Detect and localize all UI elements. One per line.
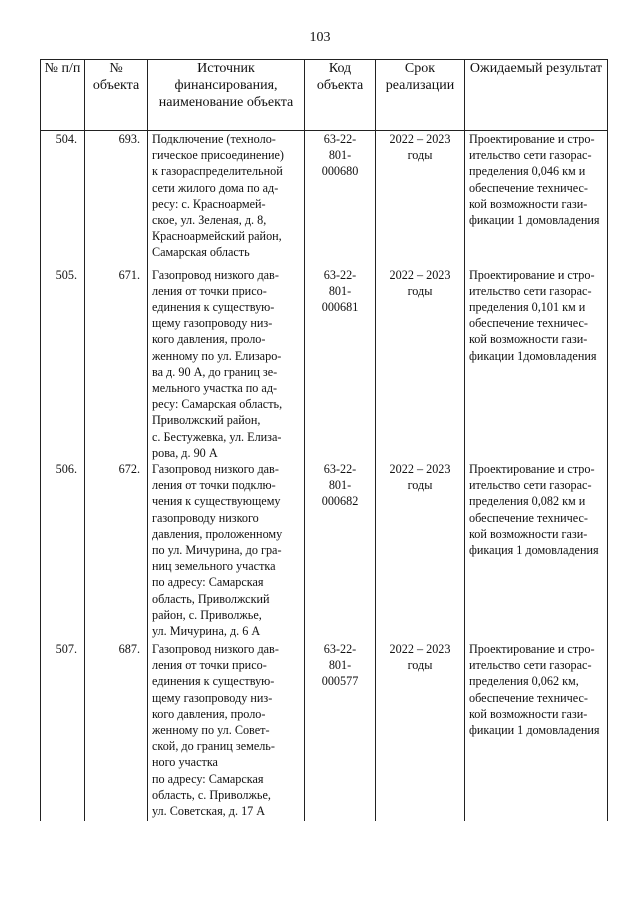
object-number: 693. xyxy=(85,131,148,267)
code-line: 63-22- xyxy=(323,641,357,656)
source-line: сети жилого дома по ад- xyxy=(152,180,279,195)
code-cell xyxy=(305,131,376,267)
source-line: с. Бестужевка, ул. Елиза- xyxy=(152,429,282,444)
source-line: по ул. Мичурина, до гра- xyxy=(152,542,282,557)
result-cell xyxy=(465,131,608,267)
source-line: мельного участка по ад- xyxy=(152,380,278,395)
source-line: единения к существую- xyxy=(152,674,275,689)
result-line: Проектирование и стро- xyxy=(469,641,595,656)
header-result: Ожидаемый результат xyxy=(465,60,608,131)
source-line: район, с. Приволжье, xyxy=(152,607,262,622)
code-line: 63-22- xyxy=(323,267,357,282)
source-line: рова, д. 90 А xyxy=(152,445,218,460)
code-line: 801- xyxy=(328,658,352,673)
row-number: 505. xyxy=(41,267,85,461)
result-line: обеспечение техничес- xyxy=(469,316,588,331)
source-line: щему газопроводу низ- xyxy=(152,690,273,705)
source-line: ресу: Самарская область, xyxy=(152,397,283,412)
table-body xyxy=(41,131,608,821)
result-line: обеспечение техничес- xyxy=(469,690,588,705)
row-number: 507. xyxy=(41,641,85,821)
source-line: Самарская область xyxy=(152,245,250,260)
row-number: 506. xyxy=(41,461,85,641)
term-cell xyxy=(376,461,465,641)
code-line: 801- xyxy=(328,148,352,163)
source-line: Подключение (техноло- xyxy=(152,132,276,146)
result-line: кой возможности гази- xyxy=(469,706,588,721)
result-line: Проектирование и стро- xyxy=(469,267,595,282)
result-line: кой возможности гази- xyxy=(469,332,588,347)
result-line: пределения 0,101 км и xyxy=(469,299,586,314)
object-number: 687. xyxy=(85,641,148,821)
term-line: 2022 – 2023 xyxy=(389,267,451,282)
code-line: 000577 xyxy=(321,674,359,689)
term-line: 2022 – 2023 xyxy=(389,641,451,656)
source-line: область, Приволжский xyxy=(152,591,270,606)
code-cell xyxy=(305,267,376,461)
source-cell xyxy=(148,267,305,461)
code-line: 63-22- xyxy=(323,132,357,146)
term-line: годы xyxy=(407,283,433,298)
term-line: 2022 – 2023 xyxy=(389,132,451,146)
source-line: ул. Мичурина, д. 6 А xyxy=(152,623,261,638)
term-line: годы xyxy=(407,478,433,493)
source-line: газопроводу низкого xyxy=(152,510,259,525)
source-line: ское, ул. Зеленая, д. 8, xyxy=(152,213,267,228)
page-number: 103 xyxy=(309,30,331,45)
source-cell xyxy=(148,131,305,267)
result-line: обеспечение техничес- xyxy=(469,180,588,195)
result-line: ительство сети газорас- xyxy=(469,148,592,163)
table-row xyxy=(41,641,608,821)
term-line: 2022 – 2023 xyxy=(389,461,451,476)
term-cell xyxy=(376,267,465,461)
source-line: Газопровод низкого дав- xyxy=(152,267,279,282)
result-cell xyxy=(465,267,608,461)
code-cell xyxy=(305,641,376,821)
source-line: по адресу: Самарская xyxy=(152,771,264,786)
code-line: 801- xyxy=(328,283,352,298)
result-line: ительство сети газорас- xyxy=(469,658,592,673)
source-line: ниц земельного участка xyxy=(152,559,276,574)
source-line: к газораспределительной xyxy=(152,164,283,179)
source-line: кого давления, проло- xyxy=(152,332,266,347)
code-line: 63-22- xyxy=(323,461,357,476)
term-line: годы xyxy=(407,658,433,673)
code-line: 000681 xyxy=(321,299,359,314)
source-line: щему газопроводу низ- xyxy=(152,316,273,331)
source-line: ления от точки присо- xyxy=(152,283,267,298)
code-line: 000680 xyxy=(321,164,359,179)
source-line: Газопровод низкого дав- xyxy=(152,461,279,476)
source-line: чения к существующему xyxy=(152,494,281,509)
source-line: ул. Советская, д. 17 А xyxy=(152,803,266,818)
header-source: Источник финансирования, наименование объекта xyxy=(148,60,305,131)
source-line: область, с. Приволжье, xyxy=(152,787,271,802)
result-cell xyxy=(465,641,608,821)
source-line: ва д. 90 А, до границ зе- xyxy=(152,364,278,379)
term-line: годы xyxy=(407,148,433,163)
term-cell xyxy=(376,131,465,267)
result-line: кой возможности гази- xyxy=(469,196,588,211)
result-line: ительство сети газорас- xyxy=(469,283,592,298)
result-line: фикация 1 домовладения xyxy=(469,542,599,557)
result-line: фикации 1 домовладения xyxy=(469,213,600,228)
source-line: ления от точки подклю- xyxy=(152,478,276,493)
source-line: ресу: с. Красноармей- xyxy=(152,196,266,211)
source-line: давления, проложенному xyxy=(152,526,283,541)
source-line: женному по ул. Совет- xyxy=(152,722,270,737)
table-row xyxy=(41,267,608,461)
source-line: ской, до границ земель- xyxy=(152,739,275,754)
objects-table xyxy=(40,59,608,821)
header-code: Код объекта xyxy=(305,60,376,131)
result-line: пределения 0,062 км, xyxy=(469,674,579,689)
source-line: единения к существую- xyxy=(152,299,275,314)
source-line: по адресу: Самарская xyxy=(152,575,264,590)
header-object-number: № объекта xyxy=(85,60,148,131)
table-row xyxy=(41,461,608,641)
term-cell xyxy=(376,641,465,821)
result-line: фикации 1домовладения xyxy=(469,348,597,363)
object-number: 671. xyxy=(85,267,148,461)
source-line: женному по ул. Елизаро- xyxy=(152,348,282,363)
result-line: ительство сети газорас- xyxy=(469,478,592,493)
result-line: Проектирование и стро- xyxy=(469,461,595,476)
header-num: № п/п xyxy=(41,60,85,131)
source-line: Газопровод низкого дав- xyxy=(152,641,279,656)
result-cell xyxy=(465,461,608,641)
code-line: 000682 xyxy=(321,494,359,509)
code-cell xyxy=(305,461,376,641)
result-line: пределения 0,082 км и xyxy=(469,494,586,509)
source-cell xyxy=(148,461,305,641)
code-line: 801- xyxy=(328,478,352,493)
object-number: 672. xyxy=(85,461,148,641)
table-row xyxy=(41,131,608,267)
table-header xyxy=(41,60,608,131)
source-line: гическое присоединение) xyxy=(152,148,284,163)
result-line: Проектирование и стро- xyxy=(469,132,595,146)
source-line: кого давления, проло- xyxy=(152,706,266,721)
result-line: фикации 1 домовладения xyxy=(469,722,600,737)
result-line: обеспечение техничес- xyxy=(469,510,588,525)
source-line: Красноармейский район, xyxy=(152,229,282,244)
header-term: Срок реализации xyxy=(376,60,465,131)
source-cell xyxy=(148,641,305,821)
source-line: Приволжский район, xyxy=(152,413,261,428)
result-line: пределения 0,046 км и xyxy=(469,164,586,179)
result-line: кой возможности гази- xyxy=(469,526,588,541)
row-number: 504. xyxy=(41,131,85,267)
source-line: ления от точки присо- xyxy=(152,658,267,673)
source-line: ного участка xyxy=(152,755,218,770)
